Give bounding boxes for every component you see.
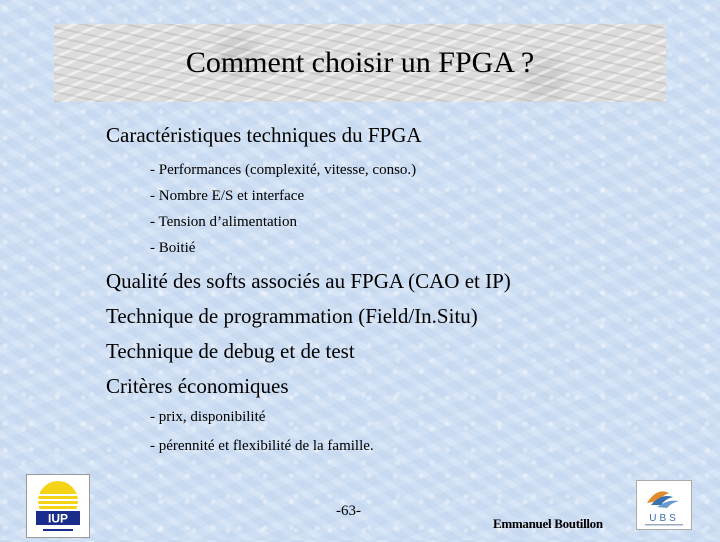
section-economic — [150, 403, 374, 461]
svg-text:UBS: UBS — [649, 513, 679, 524]
author-name: Emmanuel Boutillon — [493, 516, 603, 531]
list-item: - Boitié — [150, 240, 196, 257]
ubs-logo — [636, 480, 692, 530]
title-banner — [54, 24, 666, 102]
section-heading-technical: Caractéristiques techniques du FPGA — [106, 123, 422, 147]
slide-title: Comment choisir un FPGA ? — [185, 46, 535, 79]
list-item: - prix, disponibilité — [150, 409, 266, 425]
bullet-economic: Critères économiques — [106, 374, 289, 398]
list-item: - Performances (complexité, vitesse, conso.) — [150, 162, 417, 179]
economic-sublist — [150, 403, 374, 461]
section-technical — [106, 124, 422, 261]
svg-text:IUP: IUP — [47, 511, 69, 526]
list-item: - Nombre E/S et interface — [150, 188, 305, 205]
list-item: - pérennité et flexibilité de la famille. — [150, 438, 374, 454]
iup-logo — [26, 474, 90, 538]
bullet-programming: Technique de programmation (Field/In.Situ) — [106, 304, 478, 328]
main-bullets — [106, 264, 511, 404]
page-number: -63- — [336, 503, 361, 519]
bullet-software: Qualité des softs associés au FPGA (CAO et IP) — [106, 269, 511, 293]
technical-sublist — [150, 157, 422, 261]
list-item: - Tension d’alimentation — [150, 214, 297, 231]
bullet-debug: Technique de debug et de test — [106, 339, 355, 363]
